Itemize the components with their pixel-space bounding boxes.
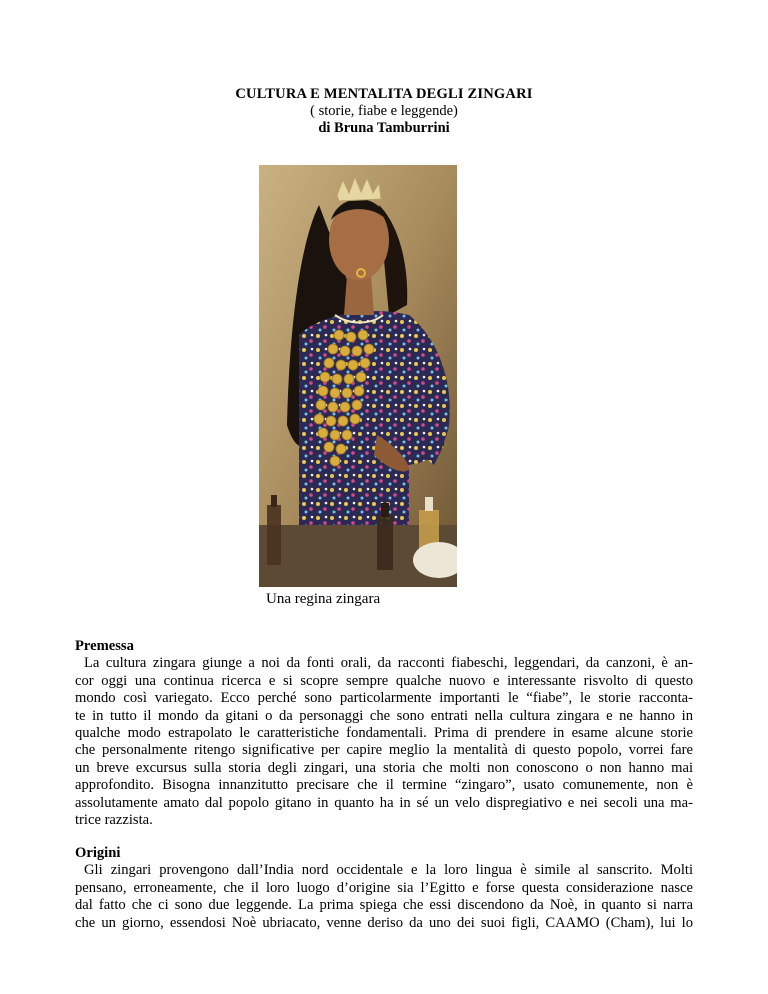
gypsy-queen-photo — [259, 165, 457, 587]
photo-caption: Una regina zingara — [266, 591, 381, 607]
origini-line: pensano, erroneamente, che il loro luogo d’origine sia l’Egitto e forse questa considerazione nasce — [75, 879, 693, 896]
premessa-line: mondo così variegato. Ecco perché sono particolarmente importanti le “fiabe”, le storie racconta- — [75, 690, 693, 707]
document-title: CULTURA E MENTALITA DEGLI ZINGARI — [235, 86, 533, 102]
document-subtitle: ( storie, fiabe e leggende) — [310, 103, 458, 119]
origini-heading: Origini — [75, 845, 121, 861]
premessa-line: approfondito. Bisogna innanzitutto precisare che il termine “zingaro”, usato comunemente, non è — [75, 777, 693, 794]
origini-section — [75, 845, 693, 932]
premessa-line: La cultura zingara giunge a noi da fonti orali, da racconti fiabeschi, leggendari, da canzoni, è an- — [84, 655, 693, 672]
origini-line: dal fatto che ci sono due leggende. La prima spiega che essi discendono da Noè, in quanto si narra — [75, 897, 693, 914]
premessa-line: trice razzista. — [75, 812, 153, 829]
title-block — [0, 86, 768, 137]
premessa-line: un breve excursus sulla storia degli zingari, una storia che molti non conoscono o non hanno mai — [75, 759, 693, 776]
premessa-line: qualche modo estrapolato le caratteristiche fondamentali. Prima di prendere in esame alcune storie — [75, 725, 693, 742]
premessa-line: assolutamente amato dal popolo gitano in quanto ha in sé un velo dispregiativo e nei secoli una ma- — [75, 794, 693, 811]
premessa-heading: Premessa — [75, 638, 134, 654]
origini-line: che un giorno, essendosi Noè ubriacato, venne deriso da uno dei suoi figli, CAAMO (Cham), lui lo — [75, 914, 693, 931]
document-author: di Bruna Tamburrini — [318, 120, 450, 136]
origini-line: Gli zingari provengono dall’India nord occidentale e la loro lingua è simile al sanscrito. Molti — [84, 862, 693, 879]
premessa-line: che personalmente ritengo significative per capire meglio la mentalità di questo popolo, vorrei fare — [75, 742, 693, 759]
premessa-section — [75, 638, 693, 829]
premessa-line: te in tutto il mondo da gitani o da personaggi che sono entrati nella cultura zingara e ne hanno in — [75, 707, 693, 724]
premessa-line: cor oggi una continua ricerca e si scopre sempre qualche nuovo e interessante risvolto di questo — [75, 672, 693, 689]
